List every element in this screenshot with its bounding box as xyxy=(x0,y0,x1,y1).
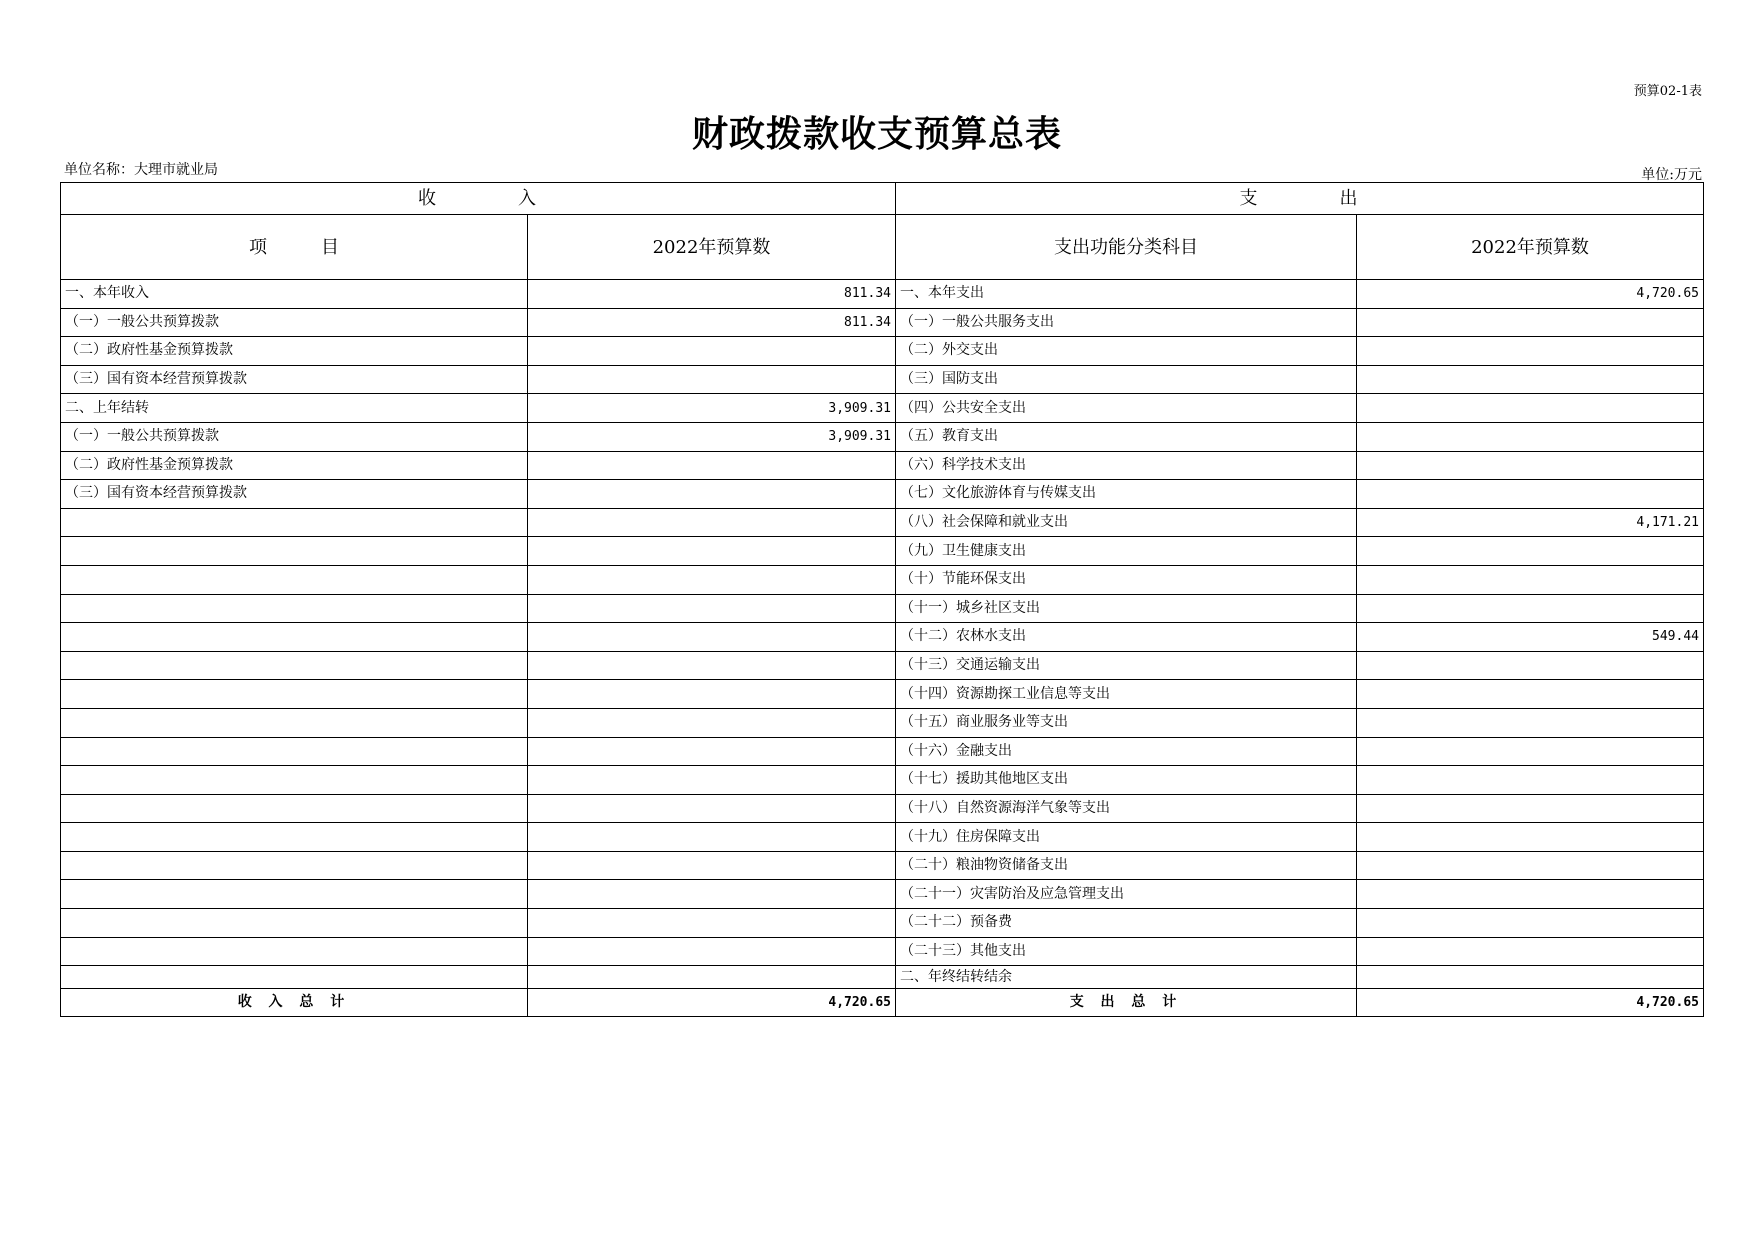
income-value-cell xyxy=(528,937,896,966)
total-row xyxy=(61,989,1704,1017)
income-item-cell xyxy=(61,737,528,766)
expense-item-cell: （九）卫生健康支出 xyxy=(896,537,1357,566)
income-item-header: 项 目 xyxy=(61,215,528,280)
income-value-cell xyxy=(528,766,896,795)
expense-item-cell: （四）公共安全支出 xyxy=(896,394,1357,423)
expense-value-cell xyxy=(1357,880,1704,909)
income-value-cell: 811.34 xyxy=(528,280,896,309)
expense-value-cell xyxy=(1357,651,1704,680)
income-value-cell xyxy=(528,909,896,938)
expense-item-cell: （二）外交支出 xyxy=(896,337,1357,366)
unit-name: 单位名称：大理市就业局 xyxy=(64,162,218,178)
expense-item-cell: 一、本年支出 xyxy=(896,280,1357,309)
table-row xyxy=(61,480,1704,509)
table-row xyxy=(61,651,1704,680)
expense-item-cell: （七）文化旅游体育与传媒支出 xyxy=(896,480,1357,509)
expense-value-cell xyxy=(1357,394,1704,423)
expense-item-cell: （三）国防支出 xyxy=(896,365,1357,394)
expense-value-cell xyxy=(1357,823,1704,852)
income-item-cell xyxy=(61,537,528,566)
table-row xyxy=(61,394,1704,423)
expense-value-cell xyxy=(1357,680,1704,709)
table-row xyxy=(61,823,1704,852)
income-value-cell xyxy=(528,337,896,366)
income-item-cell: 二、上年结转 xyxy=(61,394,528,423)
income-item-cell xyxy=(61,565,528,594)
expense-total-value: 4,720.65 xyxy=(1357,989,1704,1017)
table-row xyxy=(61,537,1704,566)
expense-value-cell xyxy=(1357,708,1704,737)
table-row xyxy=(61,794,1704,823)
table-row xyxy=(61,337,1704,366)
expense-item-cell: （十三）交通运输支出 xyxy=(896,651,1357,680)
table-row xyxy=(61,365,1704,394)
income-item-cell xyxy=(61,623,528,652)
expense-total-label: 支 出 总 计 xyxy=(896,989,1357,1017)
expense-value-cell xyxy=(1357,337,1704,366)
expense-section-header: 支 出 xyxy=(896,183,1704,215)
expense-value-cell: 549.44 xyxy=(1357,623,1704,652)
income-item-cell: 一、本年收入 xyxy=(61,280,528,309)
income-item-cell xyxy=(61,909,528,938)
expense-value-cell xyxy=(1357,422,1704,451)
income-item-cell: （二）政府性基金预算拨款 xyxy=(61,451,528,480)
expense-value-cell xyxy=(1357,766,1704,795)
income-item-cell xyxy=(61,766,528,795)
income-item-cell xyxy=(61,851,528,880)
table-row xyxy=(61,623,1704,652)
income-value-cell xyxy=(528,680,896,709)
expense-item-cell: （八）社会保障和就业支出 xyxy=(896,508,1357,537)
expense-item-cell: （十八）自然资源海洋气象等支出 xyxy=(896,794,1357,823)
expense-value-cell xyxy=(1357,737,1704,766)
expense-value-cell xyxy=(1357,851,1704,880)
expense-value-cell xyxy=(1357,365,1704,394)
currency-unit: 单位:万元 xyxy=(1641,167,1702,183)
expense-budget-header: 2022年预算数 xyxy=(1357,215,1704,280)
table-row xyxy=(61,280,1704,309)
expense-item-cell: （二十三）其他支出 xyxy=(896,937,1357,966)
income-value-cell xyxy=(528,594,896,623)
income-item-cell xyxy=(61,794,528,823)
table-row xyxy=(61,422,1704,451)
expense-item-header: 支出功能分类科目 xyxy=(896,215,1357,280)
page-title: 财政拨款收支预算总表 xyxy=(691,113,1062,155)
income-item-cell xyxy=(61,937,528,966)
expense-value-cell xyxy=(1357,966,1704,989)
table-row xyxy=(61,708,1704,737)
income-total-label: 收 入 总 计 xyxy=(61,989,528,1017)
expense-value-cell xyxy=(1357,937,1704,966)
expense-value-cell xyxy=(1357,451,1704,480)
expense-item-cell: （六）科学技术支出 xyxy=(896,451,1357,480)
income-item-cell: （二）政府性基金预算拨款 xyxy=(61,337,528,366)
income-item-cell xyxy=(61,594,528,623)
table-row xyxy=(61,565,1704,594)
income-value-cell xyxy=(528,880,896,909)
table-row xyxy=(61,737,1704,766)
table-row xyxy=(61,851,1704,880)
table-row xyxy=(61,909,1704,938)
expense-value-cell xyxy=(1357,594,1704,623)
expense-value-cell xyxy=(1357,794,1704,823)
expense-item-cell: （二十）粮油物资储备支出 xyxy=(896,851,1357,880)
budget-table xyxy=(60,182,1704,1017)
income-item-cell: （三）国有资本经营预算拨款 xyxy=(61,480,528,509)
income-value-cell xyxy=(528,565,896,594)
income-item-cell xyxy=(61,680,528,709)
income-value-cell xyxy=(528,708,896,737)
expense-item-cell: （十七）援助其他地区支出 xyxy=(896,766,1357,795)
expense-value-cell xyxy=(1357,909,1704,938)
table-row xyxy=(61,880,1704,909)
table-row xyxy=(61,508,1704,537)
income-item-cell: （一）一般公共预算拨款 xyxy=(61,308,528,337)
expense-item-cell: （五）教育支出 xyxy=(896,422,1357,451)
income-item-cell xyxy=(61,651,528,680)
table-row xyxy=(61,766,1704,795)
expense-value-cell: 4,171.21 xyxy=(1357,508,1704,537)
income-value-cell xyxy=(528,737,896,766)
table-row xyxy=(61,966,1704,989)
income-value-cell: 811.34 xyxy=(528,308,896,337)
expense-value-cell xyxy=(1357,308,1704,337)
section-header-row xyxy=(61,183,1704,215)
expense-item-cell: （十四）资源勘探工业信息等支出 xyxy=(896,680,1357,709)
income-value-cell xyxy=(528,480,896,509)
table-row xyxy=(61,451,1704,480)
expense-item-cell: 二、年终结转结余 xyxy=(896,966,1357,989)
table-row xyxy=(61,680,1704,709)
income-value-cell xyxy=(528,451,896,480)
income-section-header: 收 入 xyxy=(61,183,896,215)
table-row xyxy=(61,308,1704,337)
income-value-cell xyxy=(528,651,896,680)
expense-item-cell: （十）节能环保支出 xyxy=(896,565,1357,594)
expense-item-cell: （十九）住房保障支出 xyxy=(896,823,1357,852)
income-value-cell: 3,909.31 xyxy=(528,422,896,451)
income-value-cell xyxy=(528,851,896,880)
expense-item-cell: （十六）金融支出 xyxy=(896,737,1357,766)
income-budget-header: 2022年预算数 xyxy=(528,215,896,280)
income-value-cell xyxy=(528,537,896,566)
income-item-cell xyxy=(61,823,528,852)
expense-item-cell: （二十二）预备费 xyxy=(896,909,1357,938)
income-value-cell xyxy=(528,823,896,852)
income-value-cell xyxy=(528,966,896,989)
income-value-cell xyxy=(528,365,896,394)
expense-item-cell: （二十一）灾害防治及应急管理支出 xyxy=(896,880,1357,909)
income-item-cell xyxy=(61,508,528,537)
form-code: 预算02-1表 xyxy=(1633,84,1702,99)
column-header-row xyxy=(61,215,1704,280)
expense-item-cell: （十五）商业服务业等支出 xyxy=(896,708,1357,737)
expense-value-cell xyxy=(1357,537,1704,566)
income-value-cell xyxy=(528,508,896,537)
expense-value-cell xyxy=(1357,565,1704,594)
income-value-cell xyxy=(528,794,896,823)
expense-item-cell: （十一）城乡社区支出 xyxy=(896,594,1357,623)
income-value-cell xyxy=(528,623,896,652)
income-item-cell xyxy=(61,966,528,989)
expense-item-cell: （十二）农林水支出 xyxy=(896,623,1357,652)
expense-value-cell xyxy=(1357,480,1704,509)
income-item-cell: （三）国有资本经营预算拨款 xyxy=(61,365,528,394)
table-row xyxy=(61,594,1704,623)
expense-value-cell: 4,720.65 xyxy=(1357,280,1704,309)
income-item-cell: （一）一般公共预算拨款 xyxy=(61,422,528,451)
income-item-cell xyxy=(61,880,528,909)
expense-item-cell: （一）一般公共服务支出 xyxy=(896,308,1357,337)
income-value-cell: 3,909.31 xyxy=(528,394,896,423)
table-row xyxy=(61,937,1704,966)
income-total-value: 4,720.65 xyxy=(528,989,896,1017)
income-item-cell xyxy=(61,708,528,737)
